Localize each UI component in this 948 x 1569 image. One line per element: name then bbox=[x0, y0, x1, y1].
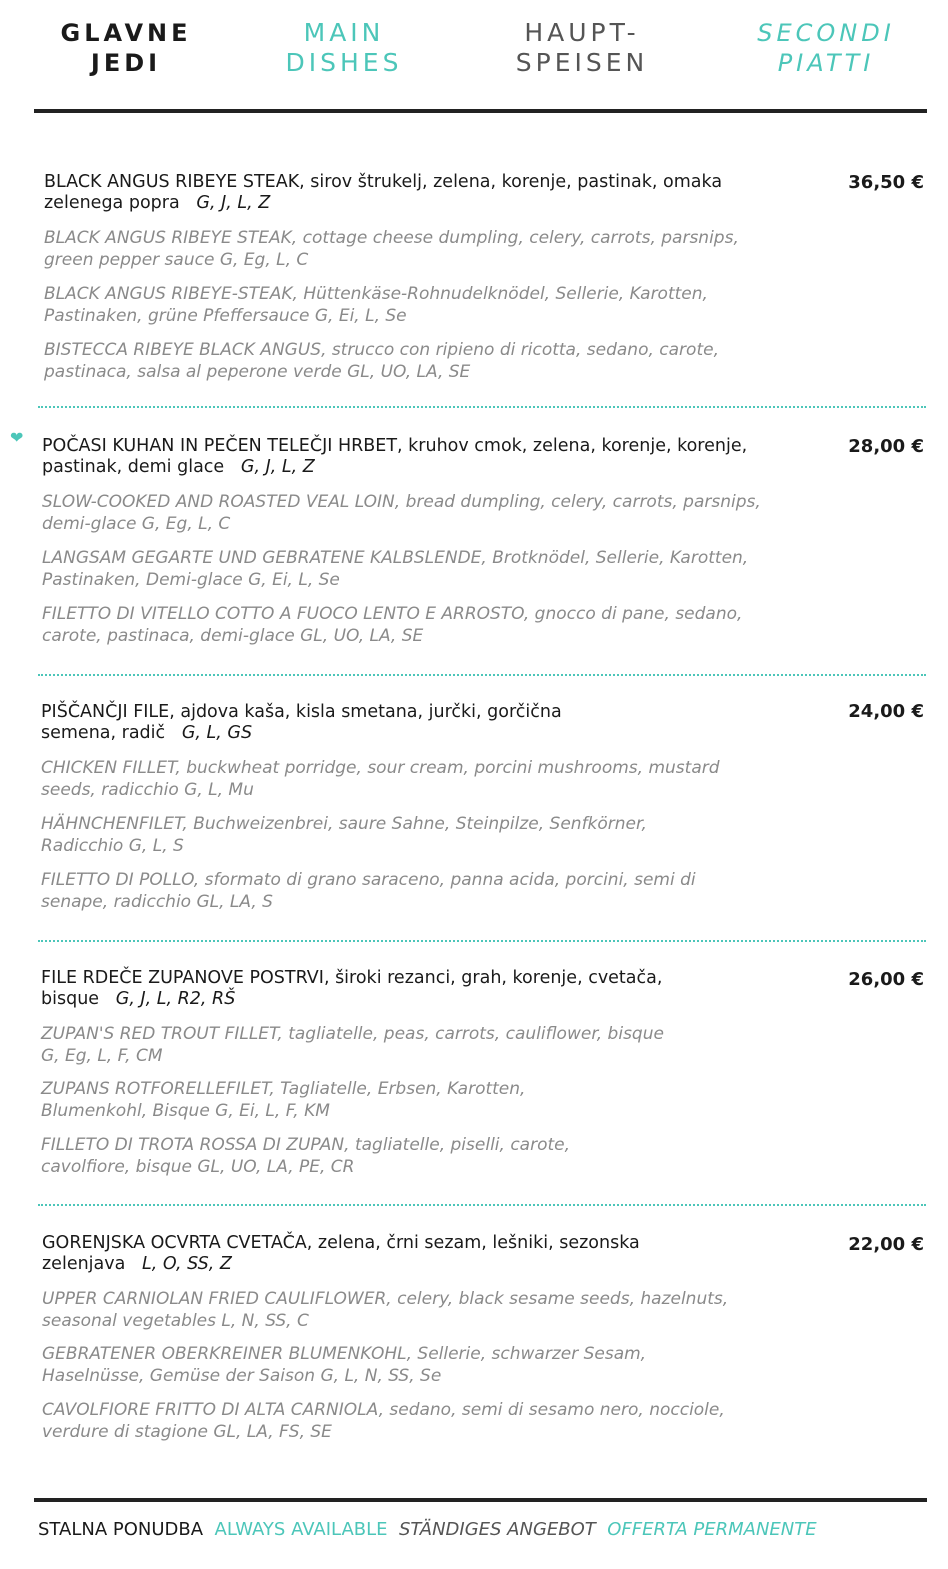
heading-english: MAIN DISHES bbox=[285, 18, 403, 77]
dotted-divider bbox=[38, 940, 926, 942]
dish-name-english: CHICKEN FILLET, buckwheat porridge, sour cream, porcini mushrooms, mustard seeds, radicchio G, L, Mu bbox=[41, 758, 720, 800]
footer-italian: OFFERTA PERMANENTE bbox=[607, 1519, 817, 1540]
dish-name-english: BLACK ANGUS RIBEYE STEAK, cottage cheese dumpling, celery, carrots, parsnips, green pepper sauce G, Eg, L, C bbox=[44, 228, 739, 270]
dish-name-english: SLOW-COOKED AND ROASTED VEAL LOIN, bread dumpling, celery, carrots, parsnips, demi-glace G, Eg, L, C bbox=[42, 492, 761, 534]
dish-name-italian: FILETTO DI VITELLO COTTO A FUOCO LENTO E ARROSTO, gnocco di pane, sedano, carote, pastinaca, demi-glace GL, UO, LA, SE bbox=[42, 604, 743, 646]
heading-german: HAUPT- SPEISEN bbox=[515, 18, 649, 77]
dotted-divider bbox=[38, 406, 926, 408]
dish-name-german: LANGSAM GEGARTE UND GEBRATENE KALBSLENDE, Brotknödel, Sellerie, Karotten, Pastinaken, Demi-glace G, Ei, L, Se bbox=[42, 548, 749, 590]
dish-name-slovenian: BLACK ANGUS RIBEYE STEAK, sirov štrukelj, zelena, korenje, pastinak, omaka zelenega popra G, J, L, Z bbox=[44, 172, 723, 213]
footer-availability bbox=[38, 1519, 817, 1540]
dish-name-italian: BISTECCA RIBEYE BLACK ANGUS, strucco con ripieno di ricotta, sedano, carote, pastinaca, salsa al peperone verde GL, UO, LA, SE bbox=[44, 340, 719, 382]
allergen-codes: G, J, L, Z bbox=[196, 193, 271, 213]
allergen-codes: L, O, SS, Z bbox=[142, 1254, 232, 1274]
dish-price: 24,00 € bbox=[848, 701, 924, 722]
dish-name-slovenian: GORENJSKA OCVRTA CVETAČA, zelena, črni sezam, lešniki, sezonska zelenjava L, O, SS, Z bbox=[42, 1233, 640, 1274]
footer-german: STÄNDIGES ANGEBOT bbox=[398, 1519, 596, 1540]
dish-price: 22,00 € bbox=[848, 1234, 924, 1255]
menu-header bbox=[0, 0, 948, 112]
dish-name-english: UPPER CARNIOLAN FRIED CAULIFLOWER, celery, black sesame seeds, hazelnuts, seasonal vegetables L, N, SS, C bbox=[42, 1289, 729, 1331]
dish-price: 28,00 € bbox=[848, 436, 924, 457]
allergen-codes: G, L, GS bbox=[181, 723, 253, 743]
dish-name-german: GEBRATENER OBERKREINER BLUMENKOHL, Sellerie, schwarzer Sesam, Haselnüsse, Gemüse der Saison G, L, N, SS, Se bbox=[42, 1344, 647, 1386]
dish-name-italian: CAVOLFIORE FRITTO DI ALTA CARNIOLA, sedano, semi di sesamo nero, nocciole, verdure di stagione GL, LA, FS, SE bbox=[42, 1400, 725, 1442]
footer-english: ALWAYS AVAILABLE bbox=[214, 1519, 388, 1540]
heading-slovenian: GLAVNE JEDI bbox=[60, 19, 192, 77]
bottom-divider bbox=[34, 1498, 927, 1502]
heart-icon: ❤ bbox=[10, 428, 24, 447]
dish-name-italian: FILLETO DI TROTA ROSSA DI ZUPAN, tagliatelle, piselli, carote, cavolfiore, bisque GL, UO, LA, PE, CR bbox=[41, 1135, 571, 1177]
allergen-codes: G, J, L, R2, RŠ bbox=[115, 989, 236, 1009]
footer-slovenian: STALNA PONUDBA bbox=[38, 1519, 204, 1540]
dotted-divider bbox=[38, 674, 926, 676]
dish-name-italian: FILETTO DI POLLO, sformato di grano saraceno, panna acida, porcini, semi di senape, radicchio GL, LA, S bbox=[41, 870, 696, 912]
dish-name-slovenian: PIŠČANČJI FILE, ajdova kaša, kisla smetana, jurčki, gorčična semena, radič G, L, GS bbox=[41, 702, 562, 743]
dotted-divider bbox=[38, 1204, 926, 1206]
dish-name-german: ZUPANS ROTFORELLEFILET, Tagliatelle, Erbsen, Karotten, Blumenkohl, Bisque G, Ei, L, F, KM bbox=[41, 1079, 526, 1121]
heading-italian: SECONDI PIATTI bbox=[757, 19, 895, 77]
dish-price: 26,00 € bbox=[848, 969, 924, 990]
dish-name-german: HÄHNCHENFILET, Buchweizenbrei, saure Sahne, Steinpilze, Senfkörner, Radicchio G, L, S bbox=[41, 814, 647, 856]
dish-name-english: ZUPAN'S RED TROUT FILLET, tagliatelle, peas, carrots, cauliflower, bisque G, Eg, L, F, CM bbox=[41, 1024, 664, 1066]
dish-name-slovenian: FILE RDEČE ZUPANOVE POSTRVI, široki rezanci, grah, korenje, cvetača, bisque G, J, L, R2, RŠ bbox=[41, 968, 663, 1009]
dish-price: 36,50 € bbox=[848, 172, 924, 193]
top-divider bbox=[34, 109, 927, 113]
allergen-codes: G, J, L, Z bbox=[240, 457, 315, 477]
dish-name-slovenian: POČASI KUHAN IN PEČEN TELEČJI HRBET, kruhov cmok, zelena, korenje, korenje, pastinak, demi glace G, J, L, Z bbox=[42, 436, 748, 477]
dish-name-german: BLACK ANGUS RIBEYE-STEAK, Hüttenkäse-Rohnudelknödel, Sellerie, Karotten, Pastinaken, grüne Pfeffersauce G, Ei, L, Se bbox=[44, 284, 708, 326]
